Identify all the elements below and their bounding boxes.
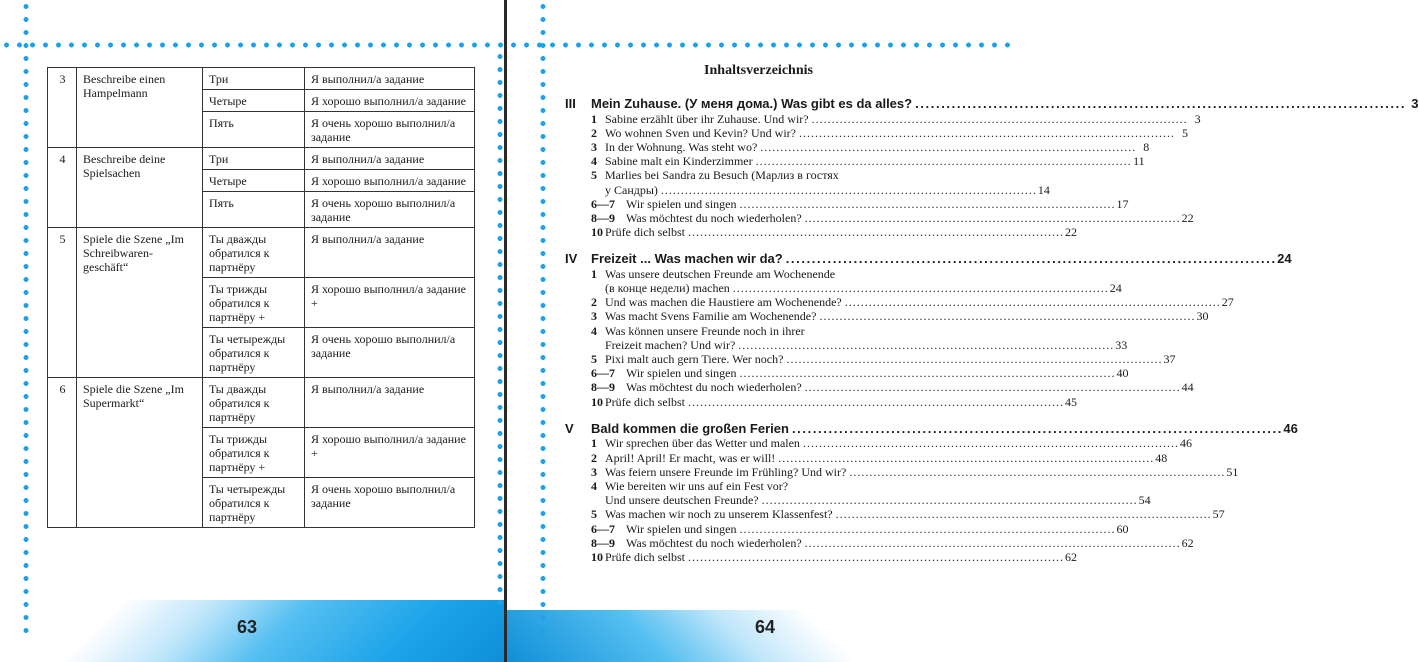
score-cell: Ты дважды обратился к партнёру bbox=[203, 378, 305, 428]
dot-leader bbox=[786, 352, 1160, 366]
toc-line bbox=[605, 183, 1050, 197]
page-ref: 46 bbox=[1179, 436, 1192, 451]
toc-entry[interactable] bbox=[591, 394, 1077, 409]
section-number: V bbox=[565, 420, 574, 436]
entry-text bbox=[605, 168, 1050, 196]
entry-number: 4 bbox=[591, 323, 597, 338]
page-ref: 3 bbox=[1411, 96, 1419, 111]
toc-entry[interactable] bbox=[591, 366, 1129, 381]
toc-line bbox=[605, 225, 1077, 239]
score-cell: Ты четырежды обратился к партнёру bbox=[203, 328, 305, 378]
dot-leader bbox=[805, 211, 1179, 225]
entry-title: Freizeit ... Was machen wir da? bbox=[591, 251, 783, 267]
entry-title: у Сандры) bbox=[605, 182, 658, 197]
toc-line bbox=[605, 465, 1238, 479]
entry-text bbox=[605, 550, 1077, 564]
page-ref: 33 bbox=[1115, 337, 1128, 352]
page-ref: 37 bbox=[1163, 352, 1176, 367]
table-row bbox=[48, 228, 475, 278]
page-ref: 24 bbox=[1109, 281, 1122, 296]
entry-number: 5 bbox=[591, 507, 597, 522]
entry-text bbox=[605, 309, 1208, 323]
toc-title: Inhaltsverzeichnis bbox=[704, 63, 813, 78]
score-cell: Ты дважды обратился к партнёру bbox=[203, 228, 305, 278]
entry-number: 8—9 bbox=[591, 535, 615, 550]
dot-leader bbox=[756, 154, 1130, 168]
toc-entry[interactable] bbox=[591, 464, 1239, 479]
dot-leader bbox=[688, 225, 1062, 239]
table-row bbox=[48, 148, 475, 170]
toc-line bbox=[605, 309, 1208, 323]
page-ref: 8 bbox=[1143, 139, 1150, 154]
entry-title: (в конце недели) machen bbox=[605, 281, 730, 296]
toc-line bbox=[605, 281, 1122, 295]
table-row bbox=[48, 378, 475, 428]
result-cell: Я выполнил/а задание bbox=[305, 68, 475, 90]
result-cell: Я очень хорошо выполнил/а задание bbox=[305, 112, 475, 148]
entry-text bbox=[605, 267, 1122, 295]
entry-number: 3 bbox=[591, 309, 597, 324]
entry-title: April! April! Er macht, was er will! bbox=[605, 450, 776, 465]
toc-entry[interactable] bbox=[591, 323, 1128, 352]
entry-title: Sabine malt ein Kinderzimmer bbox=[605, 154, 753, 169]
entry-text bbox=[626, 197, 1129, 211]
page-ref: 5 bbox=[1182, 125, 1188, 140]
score-cell: Четыре bbox=[203, 90, 305, 112]
entry-number: 4 bbox=[591, 154, 597, 169]
dot-leader bbox=[803, 436, 1177, 450]
entry-title: Freizeit machen? Und wir? bbox=[605, 337, 736, 352]
dot-leader bbox=[915, 96, 1403, 112]
entry-text bbox=[605, 436, 1192, 450]
result-cell: Я очень хорошо выполнил/а задание bbox=[305, 192, 475, 228]
entry-number: 10 bbox=[591, 549, 603, 564]
entry-text bbox=[626, 366, 1129, 380]
toc-entry[interactable] bbox=[591, 436, 1192, 451]
section-heading[interactable] bbox=[565, 420, 1298, 437]
dot-leader bbox=[762, 493, 1136, 507]
entry-title: Was macht Svens Familie am Wochenende? bbox=[605, 309, 817, 324]
result-cell: Я хорошо выполнил/а задание bbox=[305, 90, 475, 112]
entry-number: 1 bbox=[591, 436, 597, 451]
page-ref: 14 bbox=[1037, 182, 1050, 197]
right-page bbox=[507, 0, 1419, 662]
entry-number: 6—7 bbox=[591, 196, 615, 211]
table-of-contents bbox=[565, 96, 1419, 564]
entry-text bbox=[605, 154, 1145, 168]
toc-entry[interactable] bbox=[591, 549, 1077, 564]
dot-leader bbox=[805, 536, 1179, 550]
dot-leader bbox=[812, 112, 1186, 126]
dot-leader bbox=[740, 197, 1114, 211]
entry-line: Marlies bei Sandra zu Besuch (Марлиз в гостях bbox=[605, 168, 839, 183]
dot-leader bbox=[661, 183, 1035, 197]
entry-title: Wir spielen und singen bbox=[626, 366, 737, 381]
toc-line bbox=[626, 522, 1129, 536]
entry-text bbox=[626, 211, 1194, 225]
entry-text bbox=[626, 522, 1129, 536]
dot-leader bbox=[792, 421, 1280, 437]
entry-number: 8—9 bbox=[591, 380, 615, 395]
dotted-border-top bbox=[507, 42, 1010, 48]
entry-text bbox=[605, 295, 1234, 309]
dot-leader bbox=[786, 251, 1274, 267]
entry-title: Wo wohnen Sven und Kevin? Und wir? bbox=[605, 125, 796, 140]
toc-line bbox=[626, 211, 1194, 225]
page-ref: 60 bbox=[1116, 521, 1129, 536]
page-ref: 54 bbox=[1138, 493, 1151, 508]
toc-entry[interactable] bbox=[591, 196, 1129, 211]
dot-leader bbox=[740, 522, 1114, 536]
entry-number: 6—7 bbox=[591, 521, 615, 536]
result-cell: Я выполнил/а задание bbox=[305, 148, 475, 170]
page-ref: 51 bbox=[1226, 464, 1239, 479]
dot-leader bbox=[836, 507, 1210, 521]
entry-number: 5 bbox=[591, 168, 597, 183]
dotted-border-left bbox=[540, 0, 546, 640]
toc-line bbox=[591, 96, 1419, 112]
section-gap bbox=[565, 409, 991, 421]
section-number: IV bbox=[565, 251, 578, 267]
toc-entry[interactable] bbox=[591, 521, 1129, 536]
result-cell: Я хорошо выполнил/а задание + bbox=[305, 278, 475, 328]
task-description: Beschreibe einen Hampelmann bbox=[77, 68, 203, 148]
entry-line: Wie bereiten wir uns auf ein Fest vor? bbox=[605, 478, 789, 493]
page-ref: 62 bbox=[1181, 535, 1194, 550]
entry-number: 2 bbox=[591, 125, 597, 140]
entry-number: 5 bbox=[591, 352, 597, 367]
entry-number: 2 bbox=[591, 450, 597, 465]
toc-line bbox=[605, 395, 1077, 409]
toc-entry[interactable] bbox=[591, 125, 1188, 140]
page-ref: 11 bbox=[1133, 154, 1145, 169]
toc-entry[interactable] bbox=[591, 111, 1201, 126]
toc-entry[interactable] bbox=[591, 352, 1176, 367]
toc-line bbox=[605, 126, 1188, 140]
score-cell: Пять bbox=[203, 192, 305, 228]
toc-line bbox=[605, 140, 1149, 154]
dot-leader bbox=[760, 140, 1134, 154]
entry-number: 4 bbox=[591, 478, 597, 493]
toc-line bbox=[605, 550, 1077, 564]
result-cell: Я выполнил/а задание bbox=[305, 378, 475, 428]
entry-text bbox=[626, 536, 1194, 550]
result-cell: Я очень хорошо выполнил/а задание bbox=[305, 328, 475, 378]
dot-leader bbox=[819, 309, 1193, 323]
entry-title: Wir spielen und singen bbox=[626, 521, 737, 536]
page-ref: 57 bbox=[1212, 507, 1225, 522]
entry-number: 10 bbox=[591, 225, 603, 240]
toc-entry[interactable] bbox=[591, 210, 1194, 225]
entry-text bbox=[605, 451, 1167, 465]
result-cell: Я выполнил/а задание bbox=[305, 228, 475, 278]
entry-number: 1 bbox=[591, 266, 597, 281]
toc-line bbox=[605, 507, 1225, 521]
entry-text bbox=[605, 112, 1201, 126]
dot-leader bbox=[688, 395, 1062, 409]
task-description: Spiele die Szene „Im Supermarkt“ bbox=[77, 378, 203, 528]
toc-entry[interactable] bbox=[591, 380, 1194, 395]
toc-entry[interactable] bbox=[591, 309, 1209, 324]
entry-line: Was unsere deutschen Freunde am Wochenende bbox=[605, 266, 836, 281]
page-ref: 40 bbox=[1116, 366, 1129, 381]
toc-entry[interactable] bbox=[591, 225, 1077, 240]
toc-line bbox=[626, 380, 1194, 394]
dot-leader bbox=[799, 126, 1173, 140]
toc-entry[interactable] bbox=[591, 139, 1150, 154]
entry-title: Was möchtest du noch wiederholen? bbox=[626, 210, 802, 225]
result-cell: Я хорошо выполнил/а задание + bbox=[305, 428, 475, 478]
score-cell: Три bbox=[203, 68, 305, 90]
toc-entry[interactable] bbox=[591, 507, 1225, 522]
left-page bbox=[0, 0, 505, 662]
entry-title: Pixi malt auch gern Tiere. Wer noch? bbox=[605, 352, 784, 367]
page-ref: 17 bbox=[1116, 196, 1129, 211]
toc-line bbox=[605, 295, 1234, 309]
task-number: 3 bbox=[48, 68, 77, 148]
toc-line bbox=[605, 436, 1192, 450]
toc-line bbox=[605, 154, 1145, 168]
page-ref: 62 bbox=[1065, 549, 1077, 564]
section-heading[interactable] bbox=[565, 251, 1292, 267]
entry-title: Wir spielen und singen bbox=[626, 196, 737, 211]
score-cell: Ты трижды обратился к партнёру + bbox=[203, 428, 305, 478]
entry-number: 3 bbox=[591, 464, 597, 479]
entry-text bbox=[605, 479, 1151, 507]
entry-text bbox=[605, 140, 1149, 154]
dot-leader bbox=[740, 366, 1114, 380]
entry-number: 10 bbox=[591, 394, 603, 409]
page-ref: 48 bbox=[1155, 450, 1168, 465]
entry-title: In der Wohnung. Was steht wo? bbox=[605, 139, 758, 154]
toc-line bbox=[591, 420, 1298, 437]
entry-title: Prüfe dich selbst bbox=[605, 549, 685, 564]
dot-leader bbox=[845, 295, 1219, 309]
entry-title: Mein Zuhause. (У меня дома.) Was gibt es da alles? bbox=[591, 96, 913, 111]
toc-line bbox=[626, 366, 1129, 380]
toc-line bbox=[626, 536, 1194, 550]
task-number: 6 bbox=[48, 378, 77, 528]
page-ref: 24 bbox=[1277, 251, 1292, 267]
toc-line bbox=[605, 338, 1127, 352]
dot-leader bbox=[733, 281, 1107, 295]
result-cell: Я очень хорошо выполнил/а задание bbox=[305, 478, 475, 528]
toc-entry[interactable] bbox=[591, 535, 1194, 550]
toc-entry[interactable] bbox=[591, 266, 1122, 296]
page-number: 63 bbox=[237, 617, 258, 637]
toc-entry[interactable] bbox=[591, 478, 1151, 508]
dotted-border-right bbox=[497, 50, 503, 610]
task-number: 4 bbox=[48, 148, 77, 228]
section-title-block bbox=[591, 420, 1298, 437]
table-row bbox=[48, 68, 475, 90]
dot-leader bbox=[778, 451, 1152, 465]
entry-text bbox=[626, 380, 1194, 394]
toc-entry[interactable] bbox=[591, 154, 1145, 169]
toc-line bbox=[626, 197, 1129, 211]
entry-number: 6—7 bbox=[591, 366, 615, 381]
toc-line bbox=[605, 451, 1167, 465]
entry-title: Sabine erzählt über ihr Zuhause. Und wir? bbox=[605, 111, 809, 126]
entry-line: Was können unsere Freunde noch in ihrer bbox=[605, 323, 805, 338]
dot-leader bbox=[805, 380, 1179, 394]
entry-title: Prüfe dich selbst bbox=[605, 225, 685, 240]
toc-line bbox=[605, 352, 1175, 366]
dotted-border-top bbox=[0, 42, 505, 48]
entry-title: Wir sprechen über das Wetter und malen bbox=[605, 436, 800, 451]
toc-entry[interactable] bbox=[591, 295, 1234, 310]
result-cell: Я хорошо выполнил/а задание bbox=[305, 170, 475, 192]
entry-title: Und was machen die Haustiere am Wochenende? bbox=[605, 295, 842, 310]
section-heading[interactable] bbox=[565, 96, 1419, 112]
entry-title: Was machen wir noch zu unserem Klassenfest? bbox=[605, 507, 833, 522]
entry-text bbox=[605, 465, 1238, 479]
entry-title: Was feiern unsere Freunde im Frühling? Und wir? bbox=[605, 464, 847, 479]
entry-text bbox=[605, 126, 1188, 140]
section-gap bbox=[565, 239, 991, 251]
entry-text bbox=[605, 352, 1175, 366]
entry-text bbox=[605, 395, 1077, 409]
task-description: Beschreibe deine Spielsachen bbox=[77, 148, 203, 228]
entry-number: 3 bbox=[591, 139, 597, 154]
score-cell: Ты трижды обратился к партнёру + bbox=[203, 278, 305, 328]
dot-leader bbox=[688, 550, 1062, 564]
entry-number: 1 bbox=[591, 111, 597, 126]
task-description: Spiele die Szene „Im Schreibwaren-geschäft“ bbox=[77, 228, 203, 378]
section-title-block bbox=[591, 96, 1419, 112]
entry-title: Und unsere deutschen Freunde? bbox=[605, 493, 759, 508]
entry-number: 2 bbox=[591, 295, 597, 310]
page-ref: 44 bbox=[1181, 380, 1194, 395]
score-cell: Четыре bbox=[203, 170, 305, 192]
task-number: 5 bbox=[48, 228, 77, 378]
score-cell: Ты четырежды обратился к партнёру bbox=[203, 478, 305, 528]
section-number: III bbox=[565, 96, 576, 111]
toc-line bbox=[605, 112, 1201, 126]
entry-title: Was möchtest du noch wiederholen? bbox=[626, 380, 802, 395]
page-ref: 22 bbox=[1065, 225, 1077, 240]
self-assessment-table bbox=[47, 67, 475, 528]
dot-leader bbox=[849, 465, 1223, 479]
toc-line bbox=[591, 251, 1292, 267]
score-cell: Три bbox=[203, 148, 305, 170]
score-cell: Пять bbox=[203, 112, 305, 148]
entry-text bbox=[605, 507, 1225, 521]
entry-title: Bald kommen die großen Ferien bbox=[591, 420, 789, 436]
section-title-block bbox=[591, 251, 1292, 267]
page-ref: 27 bbox=[1221, 295, 1234, 310]
toc-line bbox=[605, 493, 1151, 507]
toc-entry[interactable] bbox=[591, 168, 1050, 197]
page-ref: 45 bbox=[1065, 394, 1077, 409]
entry-text bbox=[605, 324, 1127, 352]
toc-entry[interactable] bbox=[591, 450, 1168, 465]
entry-text bbox=[605, 225, 1077, 239]
page-ref: 3 bbox=[1194, 111, 1201, 126]
entry-title: Prüfe dich selbst bbox=[605, 394, 685, 409]
page-ref: 46 bbox=[1283, 420, 1298, 436]
entry-title: Was möchtest du noch wiederholen? bbox=[626, 535, 802, 550]
page-ref: 22 bbox=[1181, 210, 1194, 225]
dot-leader bbox=[738, 338, 1112, 352]
page-number: 64 bbox=[755, 617, 776, 637]
entry-number: 8—9 bbox=[591, 210, 615, 225]
page-ref: 30 bbox=[1196, 309, 1209, 324]
dotted-border-left bbox=[23, 0, 29, 640]
